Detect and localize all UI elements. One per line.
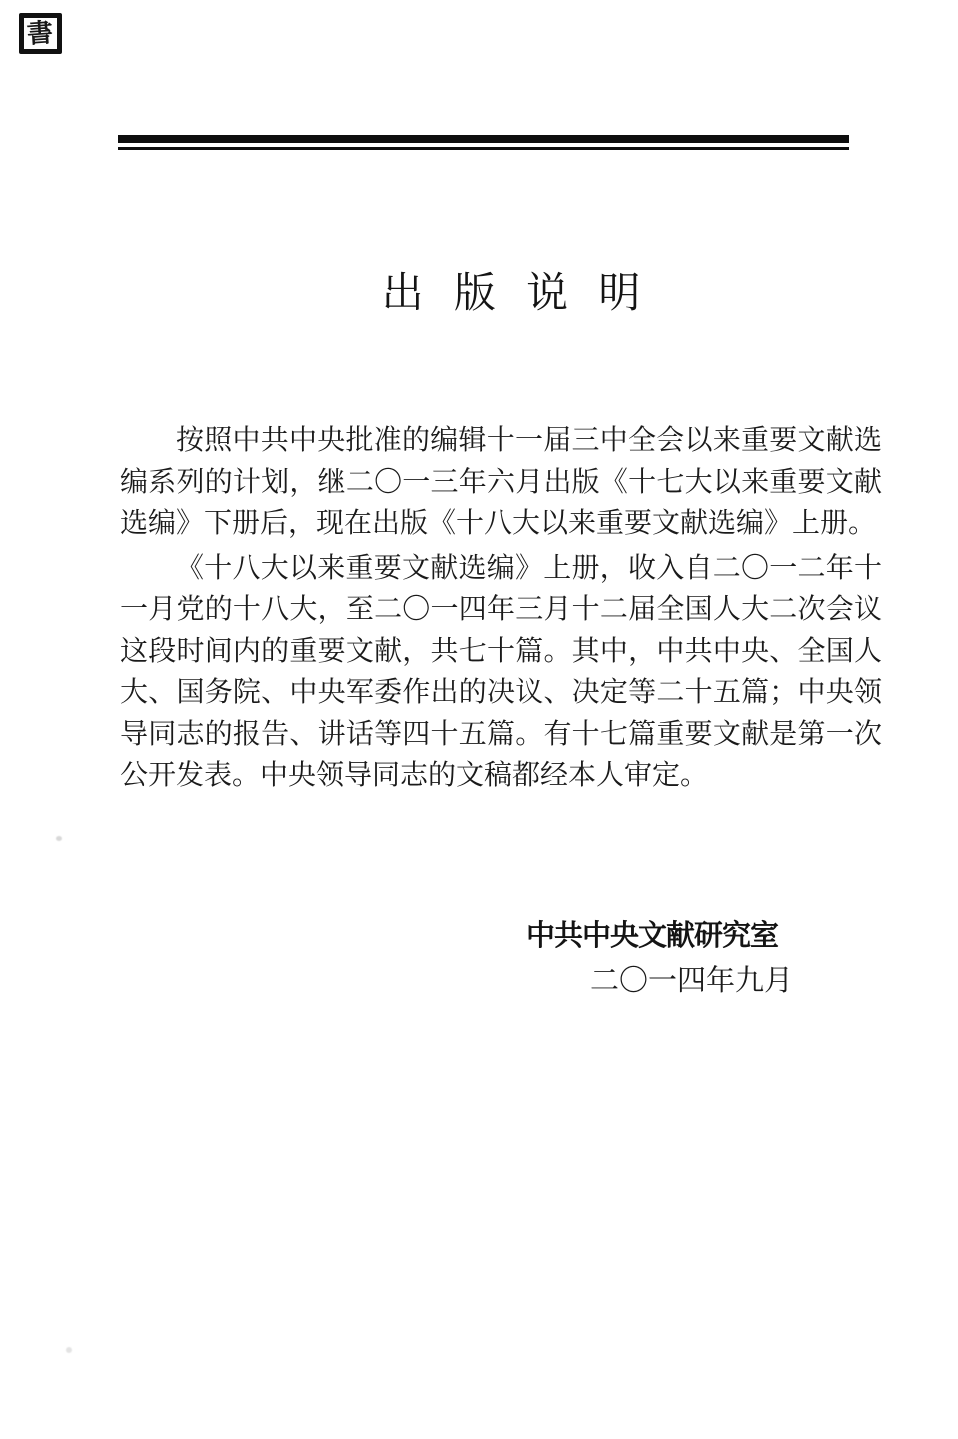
body-line: 按照中共中央批准的编辑十一届三中全会以来重要文献选 — [176, 425, 882, 456]
body-text — [120, 420, 882, 797]
stamp-character: 書 — [26, 17, 55, 49]
scan-speck — [66, 1347, 72, 1353]
header-rule-thick — [118, 135, 849, 143]
paragraph-2 — [120, 548, 882, 797]
book-stamp-icon — [19, 13, 62, 54]
body-line: 一月党的十八大，至二〇一四年三月十二届全国人大二次会议 — [120, 594, 882, 625]
body-line: 导同志的报告、讲话等四十五篇。有十七篇重要文献是第一次 — [120, 718, 882, 750]
page-title-text: 出版说明 — [381, 271, 671, 317]
body-line: 这段时间内的重要文献，共七十篇。其中，中共中央、全国人 — [120, 635, 882, 667]
body-line: 编系列的计划，继二〇一三年六月出版《十七大以来重要文献 — [120, 466, 882, 498]
body-line: 大、国务院、中央军委作出的决议、决定等二十五篇；中央领 — [120, 677, 882, 708]
body-line: 选编》下册后，现在出版《十八大以来重要文献选编》上册。 — [120, 508, 877, 539]
body-line: 公开发表。中央领导同志的文稿都经本人审定。 — [120, 760, 709, 791]
signature-date: 二〇一四年九月 — [589, 965, 793, 997]
paragraph-1 — [120, 420, 882, 545]
page-title — [130, 270, 892, 318]
body-line: 《十八大以来重要文献选编》上册，收入自二〇一二年十 — [176, 552, 882, 584]
header-rule-thin — [118, 147, 849, 150]
scan-speck — [56, 836, 62, 841]
signature-name: 中共中央文献研究室 — [525, 920, 778, 952]
